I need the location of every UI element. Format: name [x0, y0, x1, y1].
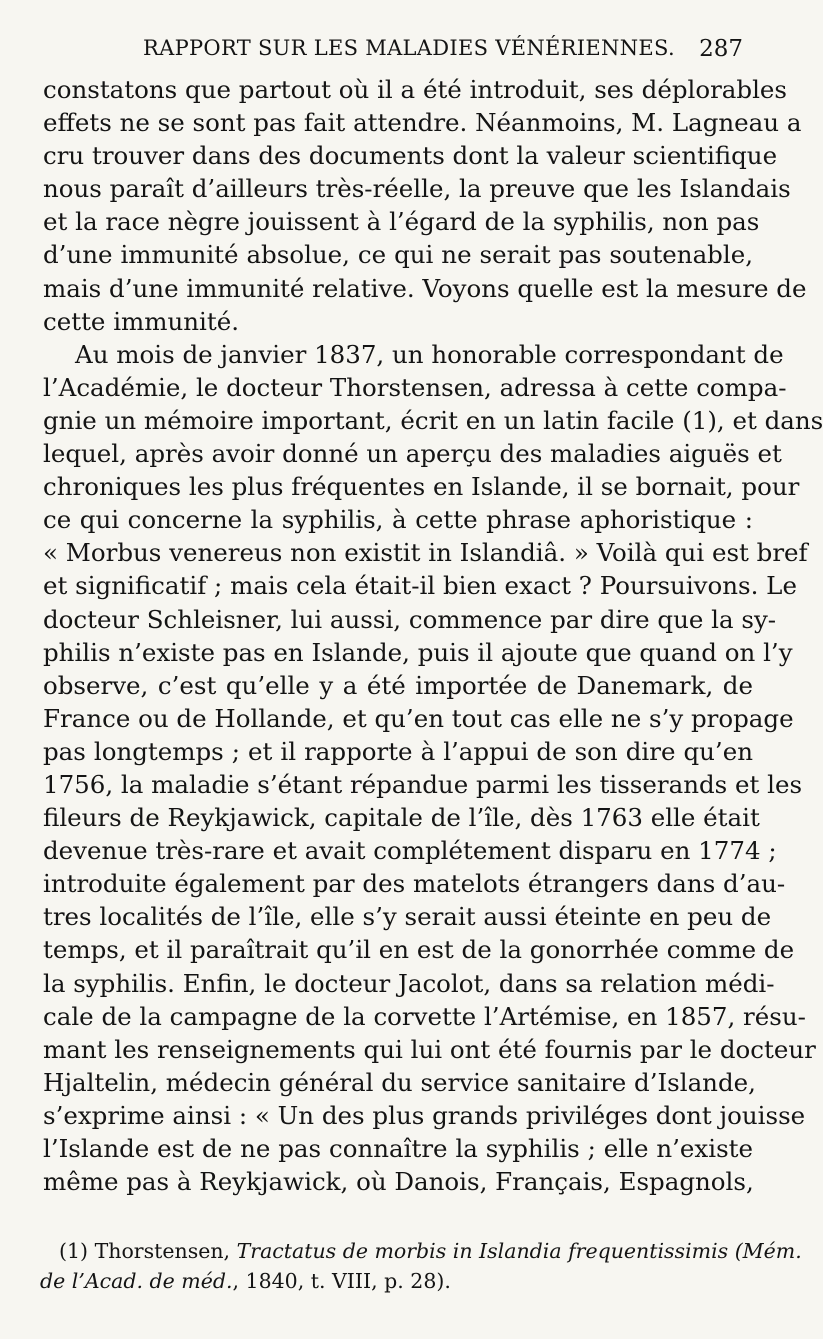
text-line: chroniques les plus fréquentes en Islande, il se bornait, pour [43, 472, 800, 502]
text-line: devenue très-rare et avait complétement disparu en 1774 ; [43, 836, 777, 866]
footnote-ref-open: (Mém. [734, 1239, 802, 1263]
text-line: observe, c’est qu’elle y a été importée de Danemark, de [43, 670, 753, 700]
text-line: et la race nègre jouissent à l’égard de la syphilis, non pas [43, 207, 760, 237]
text-line: constatons que partout où il a été introduit, ses déplorables [43, 75, 788, 104]
text-line: docteur Schleisner, lui aussi, commence par dire que la sy- [43, 604, 777, 634]
text-line: temps, et il paraîtrait qu’il en est de la gonorrhée comme de [43, 935, 795, 965]
text-line: ce qui concerne la syphilis, à cette phrase aphoristique : [43, 505, 753, 535]
text-line: fileurs de Reykjawick, capitale de l’île, dès 1763 elle était [43, 803, 760, 833]
footnote-title: Tractatus de morbis in Islandia frequentissimis [236, 1239, 729, 1263]
text-line: mais d’une immunité relative. Voyons quelle est la mesure de [43, 273, 807, 303]
text-line: 1756, la maladie s’étant répandue parmi les tisserands et les [43, 769, 803, 799]
text-line: l’Académie, le docteur Thorstensen, adressa à cette compa- [43, 372, 787, 402]
text-line: gnie un mémoire important, écrit en un latin facile (1), et dans [43, 405, 823, 435]
text-line: « Morbus venereus non existit in Islandiâ. » Voilà qui est bref [43, 538, 808, 568]
footnote-author: Thorstensen, [94, 1239, 231, 1263]
text-line: effets ne se sont pas fait attendre. Néanmoins, M. Lagneau a [43, 108, 802, 138]
text-line: philis n’existe pas en Islande, puis il ajoute que quand on l’y [43, 637, 793, 667]
footnote [40, 1236, 802, 1296]
text-line: et significatif ; mais cela était-il bien exact ? Poursuivons. Le [43, 571, 797, 601]
footnote-marker: (1) [59, 1239, 89, 1263]
footnote-citation: , 1840, t. VIII, p. 28). [232, 1269, 451, 1293]
running-title: RAPPORT SUR LES MALADIES VÉNÉRIENNES. [143, 36, 675, 60]
text-line: lequel, après avoir donné un aperçu des maladies aiguës et [43, 439, 782, 469]
text-line: tres localités de l’île, elle s’y serait aussi éteinte en peu de [43, 902, 772, 932]
running-head [143, 36, 743, 70]
footnote-line [55, 1236, 802, 1266]
text-line: cale de la campagne de la corvette l’Artémise, en 1857, résu- [43, 1001, 806, 1031]
text-line: cru trouver dans des documents dont la valeur scientifique [43, 141, 778, 171]
text-line: Au mois de janvier 1837, un honorable correspondant de [75, 339, 784, 369]
text-line: pas longtemps ; et il rapporte à l’appui de son dire qu’en [43, 736, 753, 766]
text-line: France ou de Hollande, et qu’en tout cas elle ne s’y propage [43, 703, 794, 733]
text-line: l’Islande est de ne pas connaître la syphilis ; elle n’existe [43, 1134, 753, 1163]
body-text [43, 73, 823, 1198]
footnote-line [40, 1266, 755, 1296]
text-line: Hjaltelin, médecin général du service sanitaire d’Islande, [43, 1067, 756, 1097]
text-line: introduite également par des matelots étrangers dans d’au- [43, 869, 786, 899]
text-line: mant les renseignements qui lui ont été fournis par le docteur [43, 1034, 816, 1064]
footnote-journal: de l’Acad. de méd. [40, 1269, 233, 1293]
page-number: 287 [699, 36, 743, 62]
text-line: nous paraît d’ailleurs très-réelle, la preuve que les Islandais [43, 174, 791, 204]
text-line: cette immunité. [43, 306, 240, 336]
text-line: d’une immunité absolue, ce qui ne serait pas soutenable, [43, 240, 753, 270]
text-line: s’exprime ainsi : « Un des plus grands priviléges dont jouisse [43, 1100, 806, 1130]
text-line: même pas à Reykjawick, où Danois, Français, Espagnols, [43, 1167, 754, 1197]
text-line: la syphilis. Enfin, le docteur Jacolot, dans sa relation médi- [43, 968, 775, 998]
